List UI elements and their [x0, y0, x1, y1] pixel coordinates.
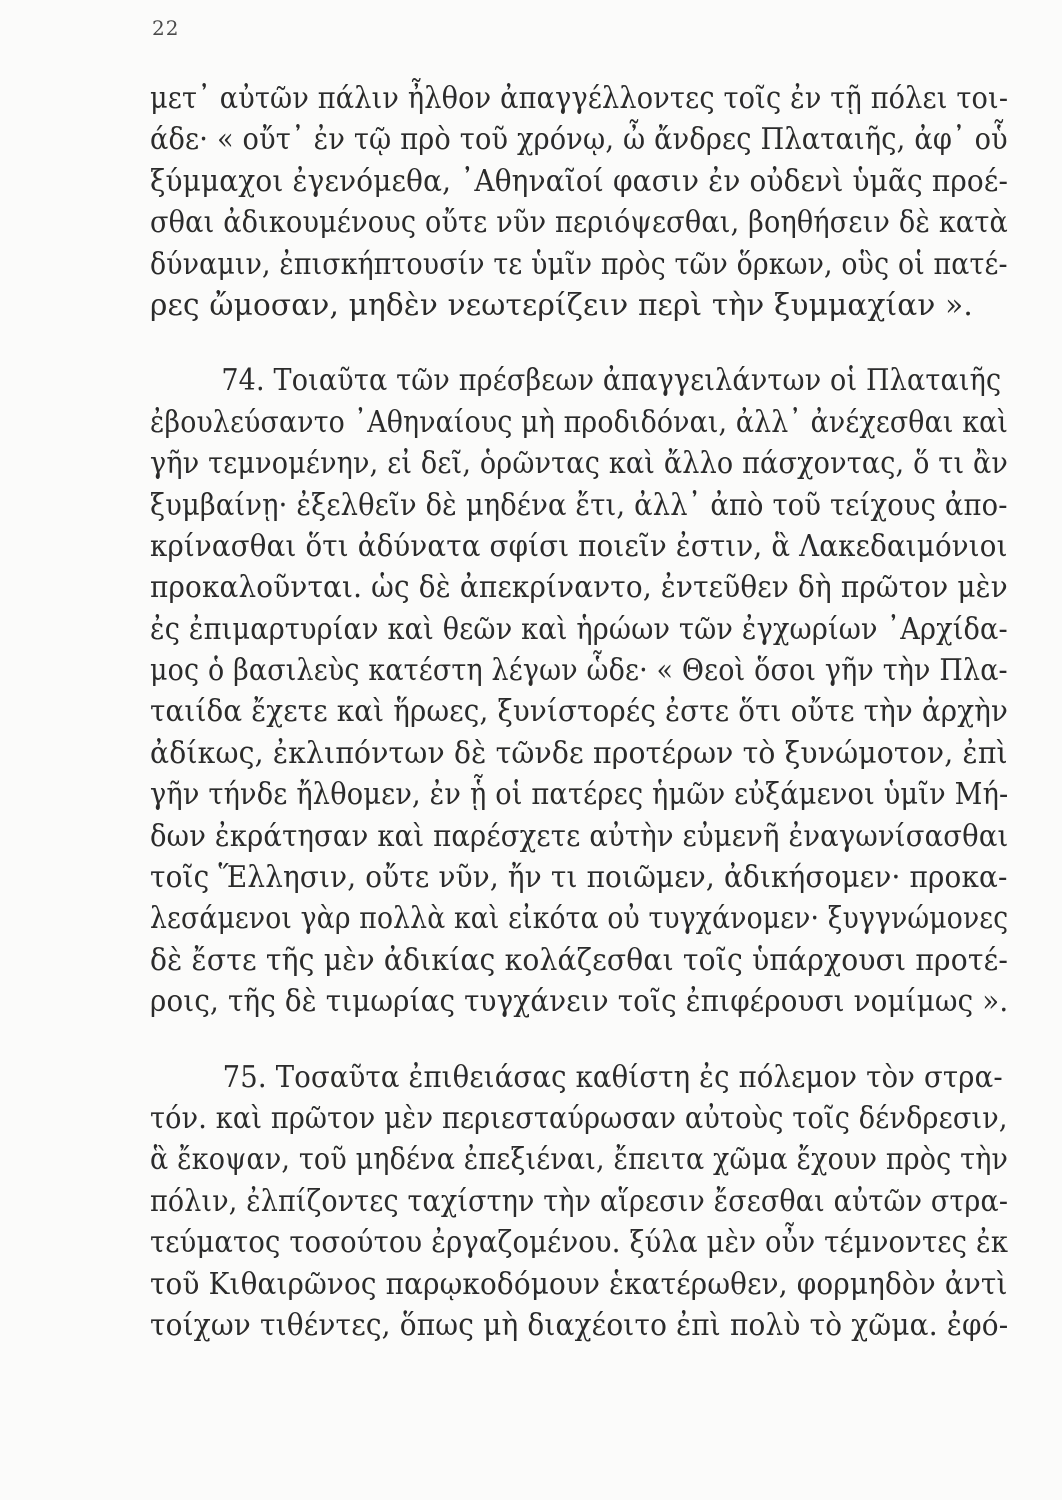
text-line: τόν. καὶ πρῶτον μὲν περιεσταύρωσαν αὐτοὺς τοῖς δένδρεσιν, [150, 1100, 1008, 1135]
text-line: ρες ὤμοσαν, μηδὲν νεωτερίζειν περὶ τὴν ξυμμαχίαν ». [150, 287, 973, 322]
text-block [150, 78, 1062, 1346]
paragraph-gap [150, 326, 1062, 360]
text-line: λεσάμενοι γὰρ πολλὰ καὶ εἰκότα οὐ τυγχάνομεν· ξυγγνώμονες [150, 901, 1009, 936]
paragraph-continued [150, 78, 1062, 326]
paragraph-gap [150, 1023, 1062, 1057]
text-line: ροις, τῆς δὲ τιμωρίας τυγχάνειν τοῖς ἐπιφέρουσι νομίμως ». [150, 984, 1009, 1019]
text-line: ξύμμαχοι ἐγενόμεθα, ᾽Αθηναῖοί φασιν ἐν οὐδενὶ ὑμᾶς προέ- [150, 163, 1009, 198]
text-line: πόλιν, ἐλπίζοντες ταχίστην τὴν αἵρεσιν ἔσεσθαι αὐτῶν στρα- [150, 1183, 1009, 1218]
text-line: ἐβουλεύσαντο ᾽Αθηναίους μὴ προδιδόναι, ἀλλ᾽ ἀνέχεσθαι καὶ [150, 404, 1009, 439]
text-line: τοίχων τιθέντες, ὅπως μὴ διαχέοιτο ἐπὶ πολὺ τὸ χῶμα. ἐφό- [150, 1307, 1009, 1342]
text-line: 74. Τοιαῦτα τῶν πρέσβεων ἀπαγγειλάντων οἱ Πλαταιῆς [221, 363, 1002, 398]
text-line: ταιίδα ἔχετε καὶ ἥρωες, ξυνίστορές ἐστε ὅτι οὔτε τὴν ἀρχὴν [150, 694, 1009, 729]
text-line: δύναμιν, ἐπισκήπτουσίν τε ὑμῖν πρὸς τῶν ὅρκων, οὓς οἱ πατέ- [150, 246, 1008, 281]
text-line: μος ὁ βασιλεὺς κατέστη λέγων ὧδε· « Θεοὶ ὅσοι γῆν τὴν Πλα- [150, 653, 1008, 688]
text-line: τοῖς Ἕλλησιν, οὔτε νῦν, ἤν τι ποιῶμεν, ἀδικήσομεν· προκα- [150, 860, 1008, 895]
text-line: ἀδίκως, ἐκλιπόντων δὲ τῶνδε προτέρων τὸ ξυνώμοτον, ἐπὶ [150, 735, 1008, 770]
text-line: δὲ ἔστε τῆς μὲν ἀδικίας κολάζεσθαι τοῖς ὑπάρχουσι προτέ- [150, 942, 1009, 977]
text-line: ἃ ἔκοψαν, τοῦ μηδένα ἐπεξιέναι, ἔπειτα χῶμα ἔχουν πρὸς τὴν [150, 1142, 1009, 1177]
text-line: γῆν τήνδε ἤλθομεν, ἐν ᾗ οἱ πατέρες ἡμῶν εὐξάμενοι ὑμῖν Μή- [150, 777, 1009, 812]
text-line: τοῦ Κιθαιρῶνος παρῳκοδόμουν ἑκατέρωθεν, φορμηδὸν ἀντὶ [150, 1266, 1008, 1301]
text-line: ξυμβαίνῃ· ἐξελθεῖν δὲ μηδένα ἔτι, ἀλλ᾽ ἀπὸ τοῦ τείχους ἀπο- [150, 487, 1008, 522]
text-line: άδε· « οὔτ᾽ ἐν τῷ πρὸ τοῦ χρόνῳ, ὦ ἄνδρες Πλαταιῆς, ἀφ᾽ οὗ [150, 122, 1008, 157]
paragraph-74 [150, 360, 1062, 1022]
text-line: σθαι ἀδικουμένους οὔτε νῦν περιόψεσθαι, βοηθήσειν δὲ κατὰ [150, 205, 1009, 240]
text-line: 75. Τοσαῦτα ἐπιθειάσας καθίστη ἐς πόλεμον τὸν στρα- [222, 1059, 1003, 1094]
text-line: ἐς ἐπιμαρτυρίαν καὶ θεῶν καὶ ἡρώων τῶν ἐγχωρίων ᾽Αρχίδα- [150, 611, 1008, 646]
page-number: 22 [152, 16, 180, 40]
paragraph-75 [150, 1057, 1062, 1347]
text-line: τεύματος τοσούτου ἐργαζομένου. ξύλα μὲν οὖν τέμνοντες ἐκ [150, 1225, 1009, 1260]
text-line: κρίνασθαι ὅτι ἀδύνατα σφίσι ποιεῖν ἐστιν, ἃ Λακεδαιμόνιοι [150, 528, 1008, 563]
text-line: γῆν τεμνομένην, εἰ δεῖ, ὁρῶντας καὶ ἄλλο πάσχοντας, ὅ τι ἂν [150, 446, 1009, 481]
text-line: μετ᾽ αὐτῶν πάλιν ἦλθον ἀπαγγέλλοντες τοῖς ἐν τῇ πόλει τοι- [150, 81, 1009, 115]
text-line: δων ἐκράτησαν καὶ παρέσχετε αὐτὴν εὐμενῆ ἐναγωνίσασθαι [150, 818, 1009, 853]
text-line: προκαλοῦνται. ὡς δὲ ἀπεκρίναντο, ἐντεῦθεν δὴ πρῶτον μὲν [150, 570, 1008, 605]
